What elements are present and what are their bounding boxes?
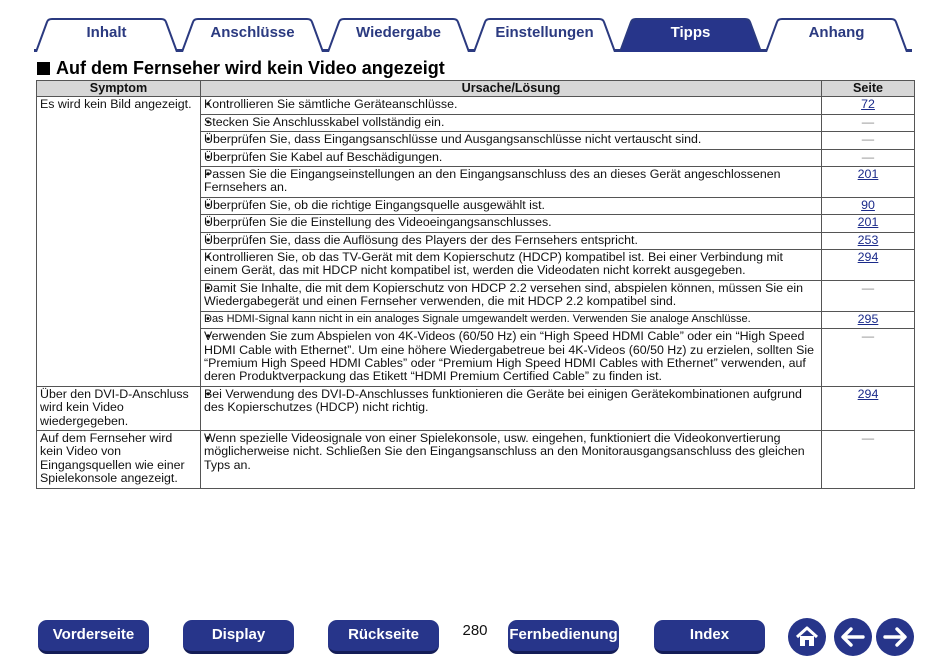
table-row <box>37 386 915 430</box>
no-page-dash: — <box>861 114 875 129</box>
arrow-right-icon <box>876 618 914 656</box>
nav-rueckseite-label: Rückseite <box>348 626 419 643</box>
nav-rueckseite-button[interactable] <box>328 620 439 654</box>
tab-label: Anhang <box>808 24 865 41</box>
forward-button[interactable] <box>876 618 914 656</box>
cause-cell: • Wenn spezielle Videosignale von einer Spielekonsole, usw. eingehen, funktioniert die Videokonvertierung möglicherweise nicht. Schließen Sie den Eingangsanschluss an den Monitorausgangsanschluss des gleichen Typs an. <box>201 430 822 488</box>
cause-cell: • Damit Sie Inhalte, die mit dem Kopierschutz von HDCP 2.2 versehen sind, abspielen können, müssen Sie ein Wiedergabegerät und einen Fernseher verwenden, die mit HDCP 2.2 kompatibel sind. <box>201 280 822 311</box>
cause-cell: • Verwenden Sie zum Abspielen von 4K-Videos (60/50 Hz) ein “High Speed HDMI Cable” oder ein “High Speed HDMI Cable with Ethernet”. Um eine höhere Wiedergabetreue bei 4K-Videos (60/50 Hz) zu erzielen, sollten Sie “Premium High Speed HDMI Cables” oder “Premium High Speed HDMI Cables with Ethernet” verwenden, auf deren Produktverpackung das Etikett “HDMI Premium Certified Cable” zu finden ist. <box>201 329 822 387</box>
nav-fernbedienung-label: Fernbedienung <box>509 626 618 643</box>
no-page-dash: — <box>861 149 875 164</box>
no-page-dash: — <box>861 430 875 445</box>
page-link[interactable]: 201 <box>857 215 879 230</box>
tab-tipps[interactable] <box>618 18 763 50</box>
nav-vorderseite-button[interactable] <box>38 620 149 654</box>
section-heading-text: Auf dem Fernseher wird kein Video angezeigt <box>56 58 445 78</box>
page-cell <box>822 386 915 430</box>
page-link[interactable]: 295 <box>857 311 879 326</box>
tab-anschl-sse[interactable] <box>180 18 325 50</box>
home-button[interactable] <box>788 618 826 656</box>
cause-cell: • Überprüfen Sie die Einstellung des Videoeingangsanschlusses. <box>201 215 822 232</box>
troubleshooting-table <box>36 80 915 489</box>
page-link[interactable]: 294 <box>857 250 879 265</box>
page-cell <box>822 167 915 198</box>
page-cell <box>822 280 915 311</box>
page-link[interactable]: 201 <box>857 167 879 182</box>
section-heading <box>37 58 445 79</box>
table-row <box>37 97 915 114</box>
tab-label: Wiedergabe <box>356 24 441 41</box>
tab-anhang[interactable] <box>764 18 909 50</box>
cause-cell: • Überprüfen Sie, dass die Auflösung des Players der des Fernsehers entspricht. <box>201 232 822 249</box>
tab-einstellungen[interactable] <box>472 18 617 50</box>
page-cell <box>822 215 915 232</box>
nav-vorderseite-label: Vorderseite <box>52 626 135 643</box>
page-cell <box>822 311 915 328</box>
symptom-cell: Es wird kein Bild angezeigt. <box>37 97 201 386</box>
page-cell <box>822 97 915 114</box>
no-page-dash: — <box>861 132 875 147</box>
no-page-dash: — <box>861 280 875 295</box>
page-cell <box>822 132 915 149</box>
cause-cell: • Bei Verwendung des DVI-D-Anschlusses funktionieren die Geräte bei einigen Gerätekombinationen aufgrund des Kopierschutzes (HDCP) nicht richtig. <box>201 386 822 430</box>
page-cell <box>822 114 915 131</box>
page-link[interactable]: 72 <box>861 97 875 112</box>
tab-label: Einstellungen <box>495 24 594 41</box>
page-number: 280 <box>462 622 488 639</box>
header-cause: Ursache/Lösung <box>201 81 822 97</box>
page-link[interactable]: 294 <box>857 386 879 401</box>
nav-index-label: Index <box>689 626 730 643</box>
page-cell <box>822 149 915 166</box>
tab-wiedergabe[interactable] <box>326 18 471 50</box>
nav-fernbedienung-button[interactable] <box>508 620 619 654</box>
tab-inhalt[interactable] <box>34 18 179 50</box>
arrow-left-icon <box>834 618 872 656</box>
page-cell <box>822 232 915 249</box>
page-cell <box>822 197 915 214</box>
cause-cell: • Überprüfen Sie Kabel auf Beschädigungen. <box>201 149 822 166</box>
cause-cell: • Überprüfen Sie, ob die richtige Eingangsquelle ausgewählt ist. <box>201 197 822 214</box>
home-icon <box>788 618 826 656</box>
square-bullet-icon <box>37 62 50 75</box>
tab-label: Inhalt <box>86 24 127 41</box>
back-button[interactable] <box>834 618 872 656</box>
header-page: Seite <box>822 81 915 97</box>
no-page-dash: — <box>861 329 875 344</box>
cause-cell: • Passen Sie die Eingangseinstellungen an den Eingangsanschluss des an dieses Gerät angeschlossenen Fernsehers an. <box>201 167 822 198</box>
page-cell <box>822 430 915 488</box>
cause-cell: • Kontrollieren Sie sämtliche Geräteanschlüsse. <box>201 97 822 114</box>
table-row <box>37 430 915 488</box>
cause-cell: • Überprüfen Sie, dass Eingangsanschlüsse und Ausgangsanschlüsse nicht vertauscht sind. <box>201 132 822 149</box>
nav-display-button[interactable] <box>183 620 294 654</box>
symptom-cell: Auf dem Fernseher wird kein Video von Eingangsquellen wie einer Spielekonsole angezeigt. <box>37 430 201 488</box>
nav-display-label: Display <box>211 626 266 643</box>
page-cell <box>822 329 915 387</box>
tab-label: Anschlüsse <box>210 24 295 41</box>
cause-cell: • Stecken Sie Anschlusskabel vollständig ein. <box>201 114 822 131</box>
page-link[interactable]: 253 <box>857 232 879 247</box>
cause-cell: • Das HDMI-Signal kann nicht in ein analoges Signale umgewandelt werden. Verwenden Sie analoge Anschlüsse. <box>201 311 822 328</box>
page-cell <box>822 250 915 281</box>
table-header-row <box>37 81 915 97</box>
nav-index-button[interactable] <box>654 620 765 654</box>
page-link[interactable]: 90 <box>861 197 875 212</box>
header-symptom: Symptom <box>37 81 201 97</box>
tab-label: Tipps <box>670 24 711 41</box>
symptom-cell: Über den DVI-D-Anschluss wird kein Video wiedergegeben. <box>37 386 201 430</box>
cause-cell: • Kontrollieren Sie, ob das TV-Gerät mit dem Kopierschutz (HDCP) kompatibel ist. Bei einer Verbindung mit einem Gerät, das mit HDCP nicht kompatibel ist, werden die Videodaten nicht korrekt ausgegeben. <box>201 250 822 281</box>
tab-bar <box>34 16 912 52</box>
